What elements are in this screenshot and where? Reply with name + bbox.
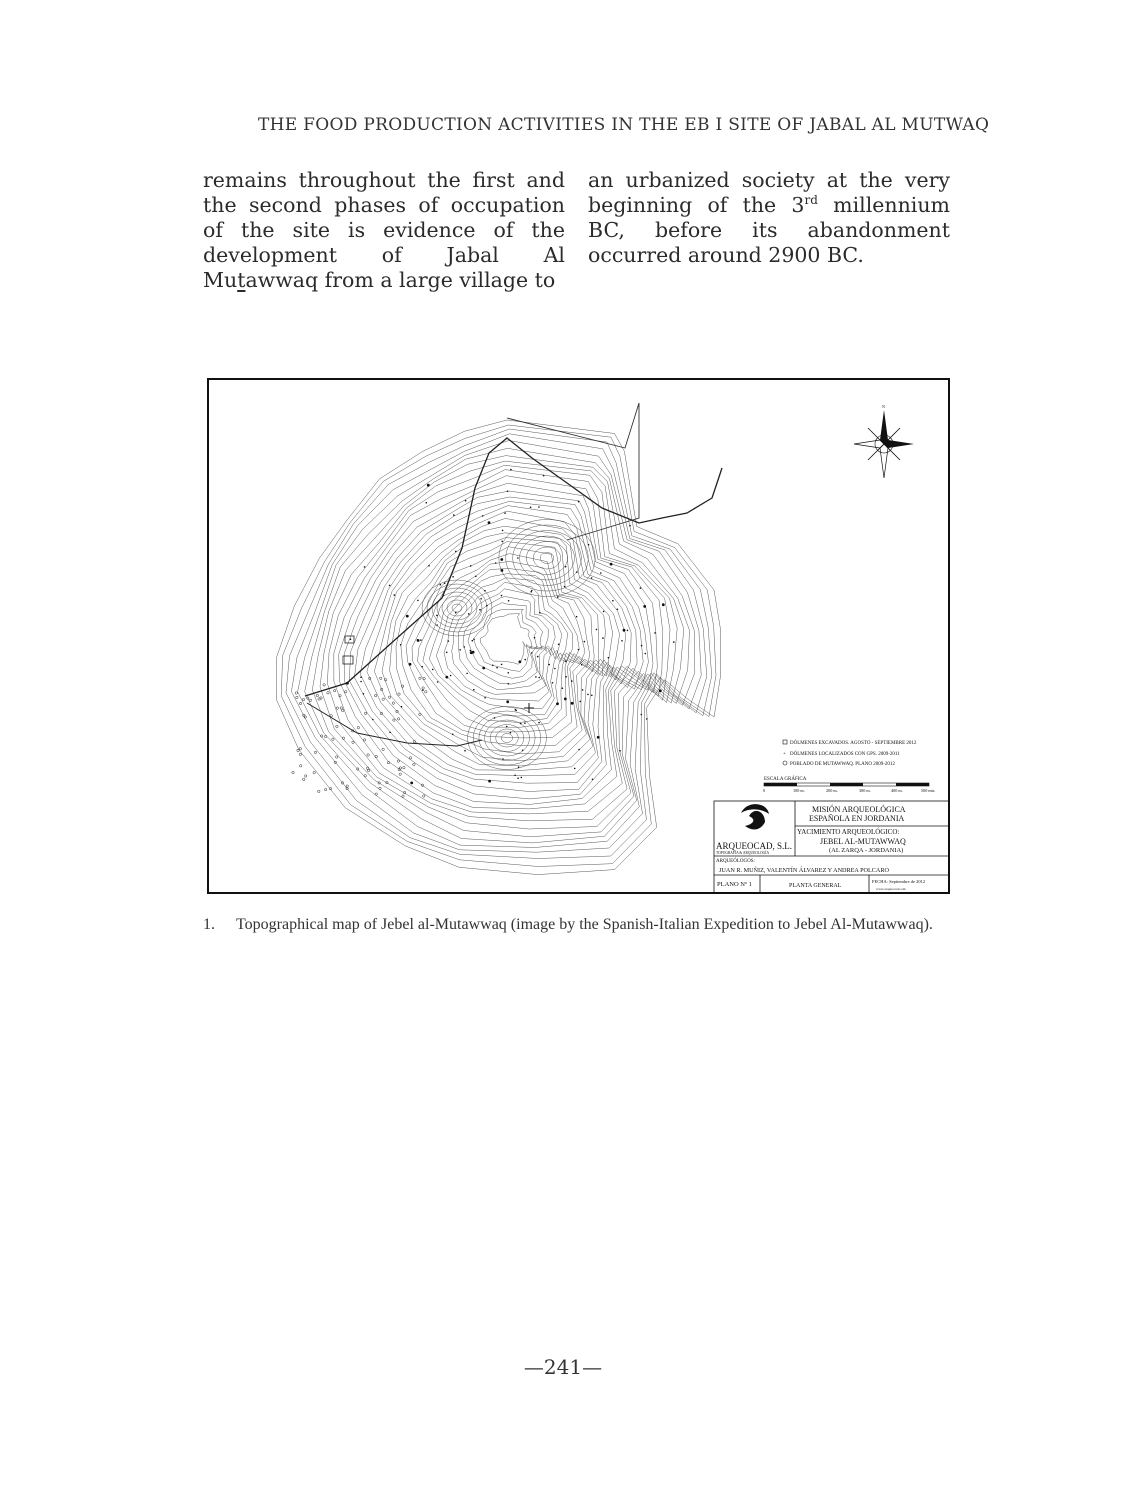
dolmen-marker — [643, 605, 646, 608]
dolmen-marker — [506, 700, 509, 703]
dolmen-marker — [591, 577, 593, 579]
dolmen-marker — [520, 723, 522, 725]
dolmen-marker — [500, 558, 503, 561]
dolmen-marker — [350, 638, 352, 640]
caption-number: 1. — [203, 916, 215, 933]
dolmen-marker — [538, 722, 540, 724]
dolmen-marker — [427, 484, 430, 487]
dolmen-marker — [571, 702, 574, 705]
dolmen-marker — [436, 615, 438, 617]
site-name: JEBEL AL-MUTAWWAQ — [820, 837, 906, 846]
dolmen-marker — [446, 652, 448, 654]
dolmen-marker — [524, 722, 526, 724]
dolmen-marker — [494, 717, 496, 719]
dolmen-marker — [473, 639, 475, 641]
dolmen-marker — [417, 639, 419, 641]
dolmen-marker — [486, 605, 488, 607]
archaeologists-label: ARQUEÓLOGOS: — [716, 859, 755, 864]
dolmen-marker — [508, 683, 510, 685]
dolmen-marker — [646, 718, 648, 720]
text-segment: an urbanized society at the very beginning of the 3 — [588, 168, 950, 217]
dolmen-marker — [623, 629, 626, 632]
dolmen-marker — [535, 676, 537, 678]
dolmen-marker — [473, 689, 475, 691]
dolmen-marker — [597, 736, 600, 739]
plan-date: FECHA: Septiembre de 2012 — [872, 879, 926, 884]
dolmen-marker — [640, 587, 642, 589]
dolmen-marker — [436, 624, 438, 626]
dolmen-marker — [587, 694, 589, 696]
dolmen-marker — [496, 667, 498, 669]
dolmen-marker — [444, 582, 446, 584]
dolmen-marker — [578, 501, 580, 503]
dolmen-marker — [479, 609, 481, 611]
dolmen-marker — [522, 750, 524, 752]
dolmen-marker — [641, 645, 643, 647]
dolmen-marker — [565, 676, 567, 678]
mission-line1: MISIÓN ARQUEOLÓGICA — [812, 805, 906, 814]
dolmen-marker — [578, 649, 580, 651]
dolmen-marker — [421, 666, 423, 668]
dolmen-marker — [565, 660, 567, 662]
dolmen-marker — [482, 667, 485, 670]
dolmen-marker — [617, 609, 619, 611]
dolmen-marker — [488, 780, 491, 783]
scale-tick: 100 m. — [793, 788, 805, 793]
dolmen-marker — [530, 507, 532, 509]
dolmen-marker — [470, 650, 472, 652]
dolmen-marker — [492, 665, 494, 667]
dolmen-marker — [472, 640, 474, 642]
company-subtitle: TOPOGRAFÍA & ARQUEOLOGÍA — [716, 851, 770, 855]
dolmen-marker — [510, 732, 512, 734]
dolmen-marker — [602, 637, 604, 639]
dolmen-marker — [360, 681, 362, 683]
dolmen-marker — [596, 629, 598, 631]
dolmen-marker — [422, 689, 424, 691]
legend-plus-icon: + — [783, 752, 786, 757]
dolmen-marker — [472, 651, 475, 654]
dolmen-marker — [506, 726, 508, 728]
archaeologists-names: JUAN R. MUÑIZ, VALENTÍN ÁLVAREZ Y ANDREA POLCARO — [719, 867, 889, 874]
dolmen-marker — [394, 594, 396, 596]
dolmen-marker — [508, 672, 510, 674]
dolmen-marker — [576, 616, 578, 618]
dolmen-marker — [501, 541, 503, 543]
body-column-right — [588, 168, 950, 268]
dolmen-marker — [564, 586, 566, 588]
north-label: N — [882, 404, 885, 409]
dolmen-marker — [645, 653, 647, 655]
scale-tick: 200 m. — [826, 788, 838, 793]
dolmen-marker — [564, 698, 567, 701]
dolmen-marker — [552, 682, 554, 684]
dolmen-marker — [612, 600, 614, 602]
dolmen-marker — [508, 600, 510, 602]
site-region: (AL ZARQA - JORDANIA) — [829, 847, 904, 854]
scale-tick: 400 m. — [891, 788, 903, 793]
plan-number: PLANO Nº 1 — [717, 881, 752, 888]
dolmen-marker — [507, 491, 509, 493]
dolmen-marker — [502, 758, 504, 760]
dolmen-marker — [592, 779, 594, 781]
dolmen-marker — [501, 569, 504, 572]
dolmen-marker — [510, 469, 512, 471]
dolmen-marker — [582, 689, 584, 691]
dolmen-marker — [600, 572, 602, 574]
topographic-map-figure — [207, 378, 950, 894]
dolmen-marker — [400, 644, 402, 646]
figure-caption — [203, 914, 953, 936]
plan-title: PLANTA GENERAL — [789, 883, 842, 889]
dolmen-marker — [543, 475, 545, 477]
dolmen-marker — [502, 530, 504, 532]
superscript: rd — [804, 193, 818, 208]
dolmen-marker — [445, 676, 448, 679]
running-title: THE FOOD PRODUCTION ACTIVITIES IN THE EB I SITE OF JABAL AL MUTWAQ — [258, 115, 990, 135]
dolmen-marker — [450, 675, 452, 677]
dolmen-marker — [538, 677, 540, 679]
dolmen-marker — [579, 701, 581, 703]
dolmen-marker — [452, 734, 454, 736]
dolmen-marker — [574, 768, 576, 770]
dolmen-marker — [514, 775, 516, 777]
dolmen-marker — [420, 639, 422, 641]
mission-line2: ESPAÑOLA EN JORDANIA — [809, 814, 905, 823]
dolmen-marker — [519, 660, 522, 663]
dolmen-marker — [641, 714, 643, 716]
scale-tick: 0 — [763, 788, 766, 793]
dolmen-marker — [534, 637, 536, 639]
dolmen-marker — [448, 640, 450, 642]
dolmen-marker — [426, 502, 428, 504]
dolmen-marker — [432, 669, 434, 671]
company-name: ARQUEOCAD, S.L. — [716, 841, 793, 851]
dolmen-marker — [346, 682, 349, 685]
dolmen-marker — [591, 695, 593, 697]
dolmen-marker — [608, 657, 610, 659]
dolmen-marker — [558, 644, 560, 646]
dolmen-marker — [480, 598, 482, 600]
dolmen-marker — [531, 590, 533, 592]
dolmen-marker — [389, 585, 391, 587]
topographic-map — [207, 378, 950, 894]
dolmen-marker — [588, 544, 590, 546]
dolmen-marker — [501, 664, 503, 666]
paragraph-left — [203, 168, 565, 293]
dolmen-marker — [584, 641, 586, 643]
dolmen-marker — [495, 562, 497, 564]
dolmen-marker — [662, 603, 665, 606]
dolmen-marker — [455, 551, 457, 553]
dolmen-marker — [406, 615, 409, 618]
dolmen-marker — [538, 506, 540, 508]
text-segment: millennium BC, before its abandonment occurred around 2900 BC. — [588, 193, 950, 267]
dolmen-marker — [475, 576, 477, 578]
dolmen-marker — [581, 664, 583, 666]
dolmen-marker — [517, 557, 519, 559]
dolmen-marker — [629, 525, 631, 527]
dolmen-marker — [654, 632, 656, 634]
dolmen-marker — [372, 719, 374, 721]
dolmen-marker — [521, 777, 523, 779]
dolmen-marker — [610, 563, 613, 566]
dolmen-marker — [524, 659, 526, 661]
dolmen-marker — [468, 613, 470, 615]
dolmen-marker — [459, 649, 461, 651]
dolmen-marker — [484, 590, 486, 592]
dolmen-marker — [453, 514, 455, 516]
dolmen-marker — [578, 749, 580, 751]
dolmen-marker — [363, 693, 365, 695]
dolmen-marker — [531, 652, 533, 654]
dolmen-marker — [482, 515, 484, 517]
dolmen-marker — [517, 777, 519, 779]
legend-item: DÓLMENES EXCAVADOS. AGOSTO - SEPTIEMBRE 2012 — [790, 741, 917, 746]
body-column-left — [203, 168, 565, 293]
dolmen-marker — [464, 750, 466, 752]
dolmen-marker — [465, 500, 467, 502]
text-segment: remains throughout the first and the second phases of occupation of the site is evidence of the development of Jabal Al Mu — [203, 168, 565, 292]
dolmen-marker — [389, 732, 391, 734]
dolmen-marker — [428, 565, 430, 567]
dolmen-marker — [621, 640, 623, 642]
dolmen-marker — [463, 646, 465, 648]
dolmen-marker — [484, 697, 486, 699]
dolmen-marker — [627, 630, 629, 632]
dolmen-marker — [603, 611, 605, 613]
dolmen-marker — [455, 612, 457, 614]
dolmen-marker — [673, 641, 675, 643]
dolmen-marker — [576, 571, 578, 573]
dolmen-marker — [562, 687, 564, 689]
dolmen-marker — [443, 594, 445, 596]
text-segment: awwaq from a large village to — [245, 268, 556, 292]
dolmen-marker — [401, 706, 403, 708]
site-label: YACIMIENTO ARQUEOLÓGICO: — [797, 828, 900, 836]
scale-tick: 300 m. — [859, 788, 871, 793]
dolmen-marker — [619, 750, 621, 752]
dolmen-marker — [501, 595, 503, 597]
dolmen-marker — [537, 656, 539, 658]
dolmen-marker — [437, 681, 439, 683]
dolmen-marker — [488, 521, 491, 524]
dolmen-marker — [554, 668, 556, 670]
dolmen-marker — [556, 702, 559, 705]
legend-item: POBLADO DE MUTAWWAQ. PLANO 2009-2012 — [790, 762, 895, 767]
dolmen-marker — [364, 566, 366, 568]
dolmen-marker — [470, 565, 472, 567]
dolmen-marker — [466, 673, 468, 675]
scale-title: ESCALA GRÁFICA — [764, 777, 807, 782]
dolmen-marker — [557, 596, 559, 598]
dolmen-marker — [360, 676, 362, 678]
legend-item: DÓLMENES LOCALIZADOS CON GPS. 2009-2011 — [790, 752, 900, 757]
paragraph-right — [588, 168, 950, 268]
page-number: —241— — [523, 1355, 603, 1379]
underlined-letter: t — [237, 268, 246, 292]
dolmen-marker — [452, 576, 454, 578]
dolmen-marker — [440, 584, 442, 586]
dolmen-marker — [518, 766, 520, 768]
dolmen-marker — [539, 612, 541, 614]
dolmen-marker — [504, 512, 506, 514]
dolmen-marker — [659, 689, 662, 692]
dolmen-marker — [410, 782, 413, 785]
caption-text: Topographical map of Jebel al-Mutawwaq (image by the Spanish-Italian Expedition to Jebel Al-Mutawwaq). — [236, 916, 933, 933]
scale-tick: 500 mts. — [921, 788, 936, 793]
dolmen-marker — [565, 566, 567, 568]
website: www.arqueocad.com — [876, 887, 906, 891]
dolmen-marker — [417, 600, 419, 602]
dolmen-marker — [515, 710, 517, 712]
dolmen-marker — [409, 663, 412, 666]
dolmen-marker — [571, 680, 573, 682]
dolmen-marker — [548, 664, 550, 666]
